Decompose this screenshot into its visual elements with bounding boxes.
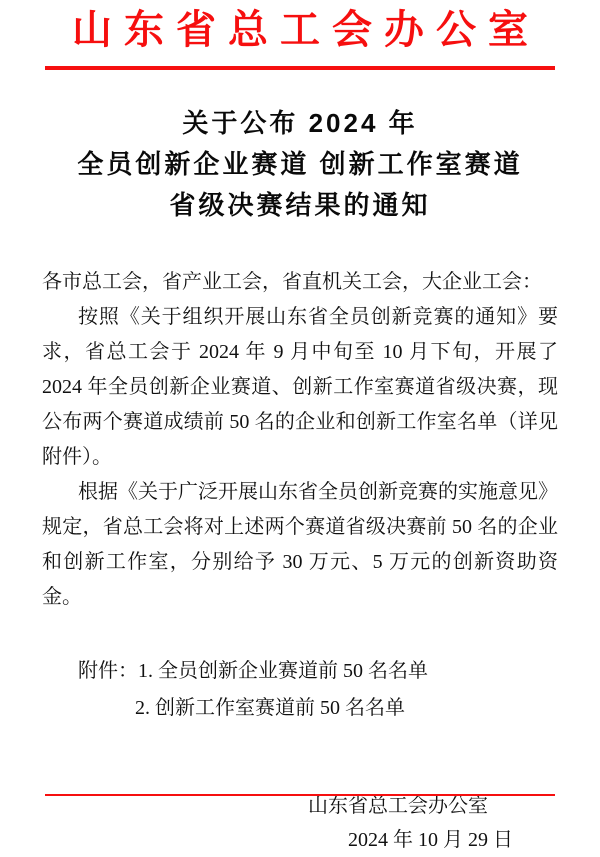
title-line-3: 省级决赛结果的通知 <box>169 190 431 220</box>
body-paragraph-1: 按照《关于组织开展山东省全员创新竞赛的通知》要求，省总工会于 2024 年 9 月中旬至 10 月下旬，开展了 2024 年全员创新企业赛道、创新工作室赛道省级决赛，现公布两个赛道成绩前 50 名的企业和创新工作室名单（详见附件）。 <box>42 306 558 468</box>
title-line-2: 全员创新企业赛道 创新工作室赛道 <box>77 149 523 179</box>
letterhead-org-name: 山东省总工会办公室 <box>72 7 540 52</box>
attachment-item-1: 1. 全员创新企业赛道前 50 名名单 <box>138 660 428 682</box>
document-body <box>42 265 558 615</box>
signature-block <box>0 789 600 857</box>
footer-divider-line <box>45 794 555 796</box>
signature-date: 2024 年 10 月 29 日 <box>348 829 513 851</box>
signature-org-name: 山东省总工会办公室 <box>308 795 488 817</box>
letterhead-divider-line <box>45 66 555 70</box>
title-line-1: 关于公布 2024 年 <box>182 108 418 138</box>
body-paragraph-2: 根据《关于广泛开展山东省全员创新竞赛的实施意见》规定，省总工会将对上述两个赛道省级决赛前 50 名的企业和创新工作室，分别给予 30 万元、5 万元的创新资助资金。 <box>42 481 558 608</box>
document-title <box>0 103 600 226</box>
attachments-label: 附件： <box>78 660 138 682</box>
attachment-line-1 <box>78 653 558 690</box>
attachment-item-2: 2. 创新工作室赛道前 50 名名单 <box>135 697 405 719</box>
salutation-line: 各市总工会，省产业工会，省直机关工会，大企业工会： <box>42 271 542 293</box>
attachments-section <box>78 653 558 727</box>
